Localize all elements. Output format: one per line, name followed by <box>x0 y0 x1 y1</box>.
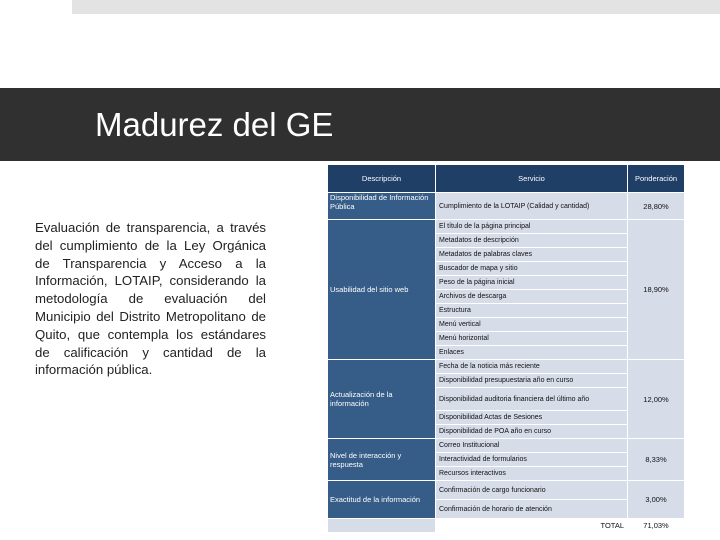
table-header-row <box>328 165 685 193</box>
table-total-row <box>328 519 685 533</box>
slide-title: Madurez del GE <box>95 106 334 143</box>
weight-interaccion: 8,33% <box>628 439 685 481</box>
service-item: Enlaces <box>436 346 628 360</box>
service-item: Disponibilidad auditoria financiera del último año <box>436 388 628 411</box>
service-item: Disponibilidad de POA año en curso <box>436 425 628 439</box>
service-item: Interactividad de formularios <box>436 453 628 467</box>
total-blank-cell <box>328 519 436 533</box>
table-row <box>328 220 685 234</box>
service-item: Disponibilidad presupuestaria año en curso <box>436 374 628 388</box>
service-item: Menú horizontal <box>436 332 628 346</box>
category-disponibilidad: Disponibilidad de Información Pública <box>328 193 436 220</box>
table-row <box>328 439 685 453</box>
service-item: Recursos interactivos <box>436 467 628 481</box>
table-row <box>328 360 685 374</box>
service-item: Menú vertical <box>436 318 628 332</box>
service-item: Confirmación de horario de atención <box>436 500 628 519</box>
weight-actualizacion: 12,00% <box>628 360 685 439</box>
service-item: Metadatos de palabras claves <box>436 248 628 262</box>
service-item: Cumplimiento de la LOTAIP (Calidad y cantidad) <box>436 193 628 220</box>
header-descripcion: Descripción <box>328 165 436 193</box>
category-interaccion: Nivel de interacción y respuesta <box>328 439 436 481</box>
service-item: Confirmación de cargo funcionario <box>436 481 628 500</box>
category-usabilidad: Usabilidad del sitio web <box>328 220 436 360</box>
weight-exactitud: 3,00% <box>628 481 685 519</box>
category-exactitud: Exactitud de la información <box>328 481 436 519</box>
service-item: Fecha de la noticia más reciente <box>436 360 628 374</box>
weight-disponibilidad: 28,80% <box>628 193 685 220</box>
header-ponderacion: Ponderación <box>628 165 685 193</box>
service-item: Metadatos de descripción <box>436 234 628 248</box>
service-item: Archivos de descarga <box>436 290 628 304</box>
table-row <box>328 481 685 500</box>
service-item: Peso de la página inicial <box>436 276 628 290</box>
total-label: TOTAL <box>436 519 628 533</box>
slide-body-text: Evaluación de transparencia, a través del cumplimiento de la Ley Orgánica de Transparencia y Acceso a la Información, LOTAIP, considerando la metodología de evaluación del Municipio del Distrito Metropolitano de Quito, que contempla los estándares de calificación y cantidad de la información pública. <box>35 220 266 378</box>
weight-usabilidad: 18,90% <box>628 220 685 360</box>
service-item: Disponibilidad Actas de Sesiones <box>436 411 628 425</box>
service-item: Correo Institucional <box>436 439 628 453</box>
category-actualizacion: Actualización de la información <box>328 360 436 439</box>
header-servicio: Servicio <box>436 165 628 193</box>
service-item: El título de la página principal <box>436 220 628 234</box>
total-value: 71,03% <box>628 519 685 533</box>
top-decorative-strip <box>72 0 720 14</box>
evaluation-table <box>327 164 685 533</box>
service-item: Estructura <box>436 304 628 318</box>
table-row <box>328 193 685 220</box>
service-item: Buscador de mapa y sitio <box>436 262 628 276</box>
